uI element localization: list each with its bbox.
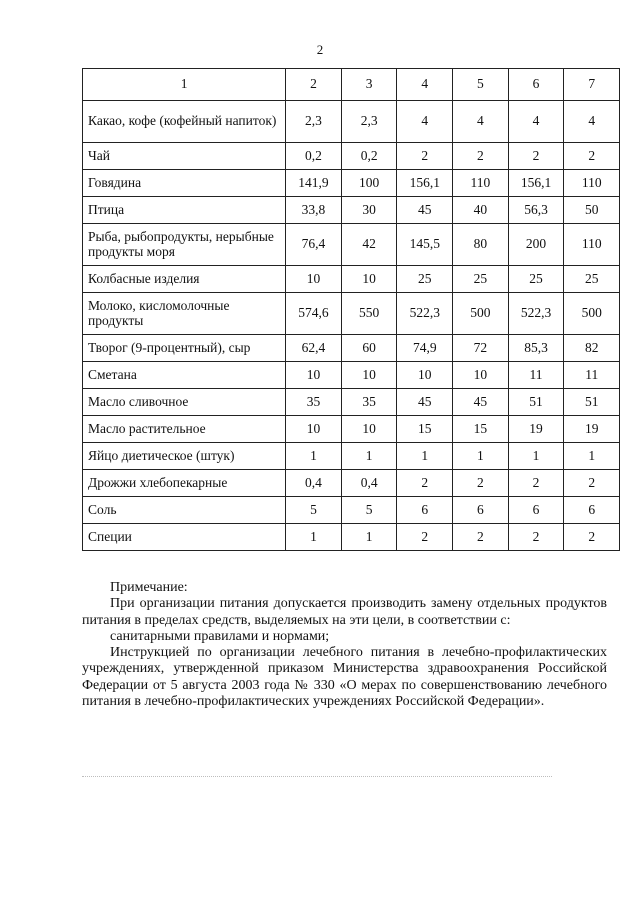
product-name-cell: Сметана xyxy=(83,362,286,389)
value-cell: 45 xyxy=(453,389,509,416)
value-cell: 10 xyxy=(341,266,397,293)
value-cell: 15 xyxy=(453,416,509,443)
value-cell: 10 xyxy=(286,362,342,389)
value-cell: 200 xyxy=(508,224,564,266)
value-cell: 76,4 xyxy=(286,224,342,266)
column-header: 2 xyxy=(286,69,342,101)
value-cell: 110 xyxy=(453,170,509,197)
product-name-cell: Чай xyxy=(83,143,286,170)
value-cell: 19 xyxy=(564,416,620,443)
value-cell: 1 xyxy=(341,524,397,551)
table-row xyxy=(83,224,620,266)
value-cell: 4 xyxy=(453,101,509,143)
value-cell: 550 xyxy=(341,293,397,335)
table-row xyxy=(83,293,620,335)
value-cell: 25 xyxy=(564,266,620,293)
value-cell: 56,3 xyxy=(508,197,564,224)
value-cell: 522,3 xyxy=(508,293,564,335)
product-name-cell: Птица xyxy=(83,197,286,224)
table-row xyxy=(83,170,620,197)
note-item-instruction: Инструкцией по организации лечебного питания в лечебно-профилактических учреждениях, утвержденной приказом Министерства здравоохранения Российской Федерации от 5 августа 2003 года № 330 «О мерах по совершенствованию лечебного питания в лечебно-профилактических учреждениях Российской Федерации». xyxy=(82,645,607,710)
product-name-cell: Дрожжи хлебопекарные xyxy=(83,470,286,497)
value-cell: 11 xyxy=(508,362,564,389)
value-cell: 2 xyxy=(397,524,453,551)
value-cell: 1 xyxy=(286,524,342,551)
value-cell: 35 xyxy=(341,389,397,416)
product-name-cell: Колбасные изделия xyxy=(83,266,286,293)
product-name-cell: Творог (9-процентный), сыр xyxy=(83,335,286,362)
table-row xyxy=(83,101,620,143)
value-cell: 6 xyxy=(397,497,453,524)
value-cell: 10 xyxy=(453,362,509,389)
product-name-cell: Соль xyxy=(83,497,286,524)
value-cell: 10 xyxy=(341,416,397,443)
value-cell: 85,3 xyxy=(508,335,564,362)
value-cell: 2 xyxy=(508,470,564,497)
value-cell: 6 xyxy=(453,497,509,524)
value-cell: 4 xyxy=(508,101,564,143)
note-section xyxy=(82,580,607,710)
value-cell: 10 xyxy=(397,362,453,389)
product-name-cell: Масло растительное xyxy=(83,416,286,443)
value-cell: 500 xyxy=(453,293,509,335)
value-cell: 1 xyxy=(564,443,620,470)
table-row xyxy=(83,389,620,416)
value-cell: 11 xyxy=(564,362,620,389)
value-cell: 0,4 xyxy=(341,470,397,497)
value-cell: 51 xyxy=(508,389,564,416)
value-cell: 110 xyxy=(564,170,620,197)
value-cell: 2,3 xyxy=(286,101,342,143)
value-cell: 1 xyxy=(453,443,509,470)
table-row xyxy=(83,443,620,470)
table-row xyxy=(83,524,620,551)
value-cell: 2 xyxy=(564,470,620,497)
value-cell: 110 xyxy=(564,224,620,266)
value-cell: 0,2 xyxy=(286,143,342,170)
value-cell: 25 xyxy=(508,266,564,293)
column-header: 4 xyxy=(397,69,453,101)
table-row xyxy=(83,197,620,224)
column-header: 7 xyxy=(564,69,620,101)
value-cell: 19 xyxy=(508,416,564,443)
value-cell: 1 xyxy=(397,443,453,470)
product-name-cell: Яйцо диетическое (штук) xyxy=(83,443,286,470)
food-norms-table xyxy=(82,68,620,551)
value-cell: 45 xyxy=(397,197,453,224)
column-header: 5 xyxy=(453,69,509,101)
value-cell: 4 xyxy=(564,101,620,143)
value-cell: 1 xyxy=(286,443,342,470)
table-body xyxy=(83,101,620,551)
value-cell: 10 xyxy=(341,362,397,389)
value-cell: 4 xyxy=(397,101,453,143)
value-cell: 0,2 xyxy=(341,143,397,170)
value-cell: 2 xyxy=(564,143,620,170)
product-name-cell: Рыба, рыбопродукты, нерыбные продукты моря xyxy=(83,224,286,266)
table-row xyxy=(83,497,620,524)
table-row xyxy=(83,416,620,443)
product-name-cell: Масло сливочное xyxy=(83,389,286,416)
table-row xyxy=(83,143,620,170)
value-cell: 2 xyxy=(508,524,564,551)
product-name-cell: Говядина xyxy=(83,170,286,197)
value-cell: 1 xyxy=(341,443,397,470)
value-cell: 35 xyxy=(286,389,342,416)
table-row xyxy=(83,470,620,497)
page-number: 2 xyxy=(316,42,324,57)
value-cell: 500 xyxy=(564,293,620,335)
value-cell: 42 xyxy=(341,224,397,266)
value-cell: 72 xyxy=(453,335,509,362)
table-row xyxy=(83,362,620,389)
table-row xyxy=(83,266,620,293)
value-cell: 100 xyxy=(341,170,397,197)
table-header-row xyxy=(83,69,620,101)
table-row xyxy=(83,335,620,362)
value-cell: 15 xyxy=(397,416,453,443)
column-header: 3 xyxy=(341,69,397,101)
value-cell: 2 xyxy=(564,524,620,551)
value-cell: 33,8 xyxy=(286,197,342,224)
value-cell: 2,3 xyxy=(341,101,397,143)
value-cell: 6 xyxy=(564,497,620,524)
product-name-cell: Специи xyxy=(83,524,286,551)
value-cell: 51 xyxy=(564,389,620,416)
value-cell: 82 xyxy=(564,335,620,362)
value-cell: 2 xyxy=(397,470,453,497)
value-cell: 2 xyxy=(453,524,509,551)
value-cell: 40 xyxy=(453,197,509,224)
value-cell: 25 xyxy=(397,266,453,293)
value-cell: 60 xyxy=(341,335,397,362)
scan-artifact-dotted-line xyxy=(82,776,552,778)
value-cell: 141,9 xyxy=(286,170,342,197)
value-cell: 10 xyxy=(286,416,342,443)
product-name-cell: Молоко, кисломолочные продукты xyxy=(83,293,286,335)
value-cell: 62,4 xyxy=(286,335,342,362)
value-cell: 0,4 xyxy=(286,470,342,497)
note-title: Примечание: xyxy=(110,580,188,595)
value-cell: 2 xyxy=(508,143,564,170)
value-cell: 74,9 xyxy=(397,335,453,362)
value-cell: 6 xyxy=(508,497,564,524)
value-cell: 80 xyxy=(453,224,509,266)
product-name-cell: Какао, кофе (кофейный напиток) xyxy=(83,101,286,143)
note-paragraph: При организации питания допускается производить замену отдельных продуктов питания в пределах средств, выделяемых на эти цели, в соответствии с: xyxy=(82,596,607,628)
value-cell: 5 xyxy=(341,497,397,524)
note-item-sanitary-rules: санитарными правилами и нормами; xyxy=(110,628,330,644)
value-cell: 1 xyxy=(508,443,564,470)
column-header: 1 xyxy=(83,69,286,101)
value-cell: 2 xyxy=(453,143,509,170)
value-cell: 156,1 xyxy=(397,170,453,197)
value-cell: 2 xyxy=(453,470,509,497)
value-cell: 30 xyxy=(341,197,397,224)
value-cell: 10 xyxy=(286,266,342,293)
value-cell: 5 xyxy=(286,497,342,524)
value-cell: 145,5 xyxy=(397,224,453,266)
value-cell: 25 xyxy=(453,266,509,293)
value-cell: 522,3 xyxy=(397,293,453,335)
value-cell: 2 xyxy=(397,143,453,170)
value-cell: 574,6 xyxy=(286,293,342,335)
value-cell: 156,1 xyxy=(508,170,564,197)
value-cell: 50 xyxy=(564,197,620,224)
value-cell: 45 xyxy=(397,389,453,416)
column-header: 6 xyxy=(508,69,564,101)
